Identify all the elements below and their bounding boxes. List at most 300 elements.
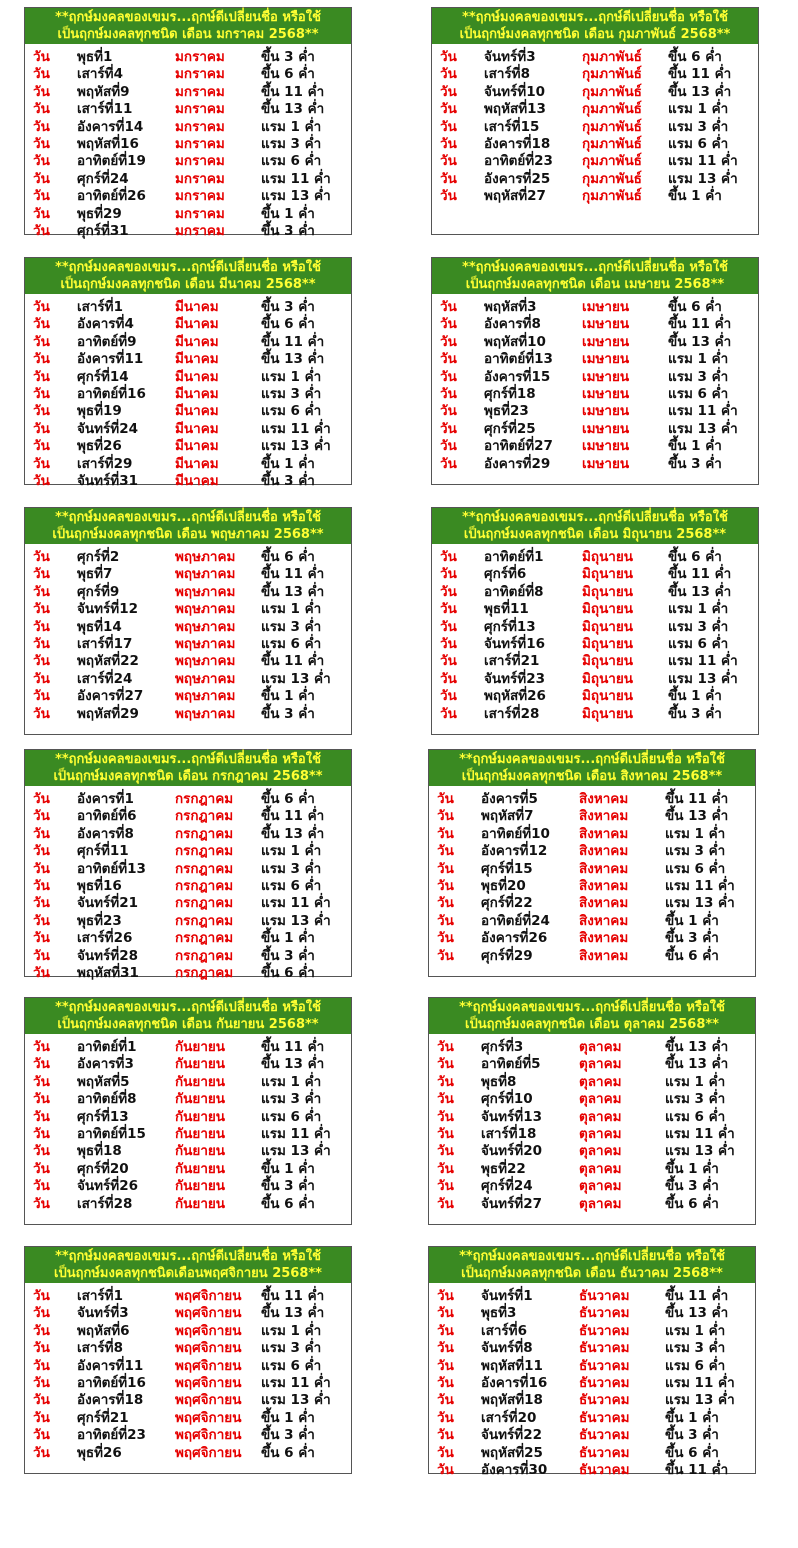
weekday-date: ศุกร์ที่20 bbox=[77, 1160, 129, 1177]
auspicious-day-row bbox=[25, 1052, 351, 1073]
lunar-phase: แรม 13 ค่ำ bbox=[665, 1392, 735, 1409]
lunar-phase: แรม 11 ค่ำ bbox=[261, 895, 331, 912]
auspicious-day-row bbox=[25, 1371, 351, 1391]
day-prefix: วัน bbox=[33, 316, 50, 333]
weekday-date: พุธที่16 bbox=[77, 877, 122, 894]
weekday-date: เสาร์ที่21 bbox=[484, 653, 540, 670]
auspicious-day-row bbox=[25, 202, 351, 222]
lunar-phase: แรม 1 ค่ำ bbox=[261, 1322, 322, 1339]
header-line-1: **ฤกษ์มงคลของเขมร...ฤกษ์ดีเปลี่ยนชื่อ หรือใช้ bbox=[55, 260, 321, 275]
auspicious-day-row bbox=[25, 382, 351, 402]
month-name: กรกฎาคม bbox=[175, 860, 234, 877]
header-line-2: เป็นฤกษ์มงคลทุกชนิด เดือน ธันวาคม 2568** bbox=[461, 1266, 723, 1281]
auspicious-day-row bbox=[25, 787, 351, 807]
lunar-phase: ขึ้น 6 ค่ำ bbox=[665, 1195, 719, 1212]
month-name: พฤศจิกายน bbox=[175, 1374, 242, 1391]
weekday-date: พุธที่26 bbox=[77, 1444, 122, 1461]
header-line-1: **ฤกษ์มงคลของเขมร...ฤกษ์ดีเปลี่ยนชื่อ หรือใช้ bbox=[459, 1249, 725, 1264]
day-prefix: วัน bbox=[33, 170, 50, 187]
auspicious-day-row bbox=[432, 417, 758, 437]
weekday-date: ศุกร์ที่31 bbox=[77, 222, 129, 239]
day-prefix: วัน bbox=[440, 316, 457, 333]
lunar-phase: ขึ้น 6 ค่ำ bbox=[665, 947, 719, 964]
auspicious-day-row bbox=[432, 562, 758, 583]
lunar-phase: ขึ้น 3 ค่ำ bbox=[261, 49, 315, 65]
month-name: ตุลาคม bbox=[579, 1195, 622, 1212]
lunar-phase: แรม 6 ค่ำ bbox=[261, 877, 322, 894]
month-card-july bbox=[24, 749, 352, 981]
month-name: เมษายน bbox=[582, 351, 630, 368]
day-prefix: วัน bbox=[437, 1409, 454, 1426]
month-name: ธันวาคม bbox=[579, 1340, 630, 1357]
weekday-date: อาทิตย์ที่1 bbox=[77, 1039, 137, 1055]
month-name: พฤษภาคม bbox=[175, 583, 236, 600]
month-name: มกราคม bbox=[175, 170, 225, 187]
month-card-november bbox=[24, 1246, 352, 1474]
lunar-phase: ขึ้น 3 ค่ำ bbox=[261, 472, 315, 489]
lunar-phase: แรม 13 ค่ำ bbox=[668, 420, 738, 437]
lunar-phase: ขึ้น 11 ค่ำ bbox=[261, 1288, 325, 1304]
auspicious-day-row bbox=[25, 80, 351, 100]
auspicious-day-row bbox=[25, 822, 351, 842]
day-prefix: วัน bbox=[437, 1427, 454, 1444]
lunar-phase: แรม 3 ค่ำ bbox=[665, 1091, 726, 1108]
auspicious-day-row bbox=[25, 347, 351, 368]
lunar-phase: แรม 11 ค่ำ bbox=[668, 153, 738, 170]
auspicious-day-row bbox=[429, 1157, 755, 1177]
lunar-phase: ขึ้น 3 ค่ำ bbox=[668, 705, 722, 722]
lunar-phase: ขึ้น 11 ค่ำ bbox=[665, 791, 729, 807]
auspicious-day-row bbox=[25, 909, 351, 929]
weekday-date: ศุกร์ที่24 bbox=[77, 170, 129, 187]
auspicious-day-row bbox=[429, 822, 755, 842]
auspicious-day-list bbox=[432, 44, 758, 205]
day-prefix: วัน bbox=[33, 299, 50, 315]
weekday-date: เสาร์ที่8 bbox=[484, 66, 530, 83]
weekday-date: อังคารที่8 bbox=[77, 825, 134, 842]
lunar-phase: แรม 3 ค่ำ bbox=[668, 118, 729, 135]
day-prefix: วัน bbox=[437, 1305, 454, 1322]
day-prefix: วัน bbox=[33, 1357, 50, 1374]
month-name: กุมภาพันธ์ bbox=[582, 101, 642, 118]
auspicious-day-row bbox=[432, 545, 758, 565]
day-prefix: วัน bbox=[440, 170, 457, 187]
lunar-phase: ขึ้น 3 ค่ำ bbox=[665, 1178, 719, 1195]
card-header bbox=[25, 1247, 351, 1283]
auspicious-day-row bbox=[25, 62, 351, 83]
month-name: มกราคม bbox=[175, 66, 225, 83]
lunar-phase: แรม 13 ค่ำ bbox=[665, 1143, 735, 1160]
weekday-date: ศุกร์ที่9 bbox=[77, 583, 120, 600]
month-name: กรกฎาคม bbox=[175, 843, 234, 860]
lunar-phase: ขึ้น 3 ค่ำ bbox=[665, 1427, 719, 1444]
auspicious-day-row bbox=[432, 382, 758, 402]
lunar-phase: แรม 6 ค่ำ bbox=[261, 635, 322, 652]
auspicious-day-row bbox=[25, 132, 351, 152]
day-prefix: วัน bbox=[33, 843, 50, 860]
day-prefix: วัน bbox=[33, 1108, 50, 1125]
weekday-date: อังคารที่30 bbox=[481, 1461, 548, 1478]
lunar-phase: แรม 1 ค่ำ bbox=[261, 118, 322, 135]
weekday-date: พฤหัสที่22 bbox=[77, 653, 139, 670]
month-name: กรกฎาคม bbox=[175, 825, 234, 842]
weekday-date: เสาร์ที่4 bbox=[77, 66, 123, 83]
day-prefix: วัน bbox=[440, 688, 457, 705]
weekday-date: เสาร์ที่1 bbox=[77, 299, 123, 315]
weekday-date: อังคารที่26 bbox=[481, 930, 548, 947]
day-prefix: วัน bbox=[437, 1160, 454, 1177]
auspicious-day-row bbox=[432, 667, 758, 687]
auspicious-day-row bbox=[432, 702, 758, 722]
weekday-date: พฤหัสที่25 bbox=[481, 1444, 543, 1461]
header-line-1: **ฤกษ์มงคลของเขมร...ฤกษ์ดีเปลี่ยนชื่อ หรือใช้ bbox=[459, 1000, 725, 1015]
weekday-date: ศุกร์ที่13 bbox=[484, 618, 536, 635]
day-prefix: วัน bbox=[437, 860, 454, 877]
day-prefix: วัน bbox=[33, 895, 50, 912]
day-prefix: วัน bbox=[33, 653, 50, 670]
month-name: มิถุนายน bbox=[582, 653, 634, 670]
day-prefix: วัน bbox=[440, 385, 457, 402]
weekday-date: พฤหัสที่16 bbox=[77, 135, 139, 152]
auspicious-day-row bbox=[432, 399, 758, 420]
month-name: ธันวาคม bbox=[579, 1305, 630, 1322]
auspicious-day-list bbox=[25, 1283, 351, 1461]
lunar-phase: ขึ้น 11 ค่ำ bbox=[261, 333, 325, 350]
auspicious-day-row bbox=[25, 839, 351, 860]
month-name: พฤษภาคม bbox=[175, 566, 236, 583]
weekday-date: พฤหัสที่29 bbox=[77, 705, 139, 722]
day-prefix: วัน bbox=[33, 964, 50, 981]
auspicious-day-row bbox=[429, 1301, 755, 1322]
auspicious-day-row bbox=[429, 1284, 755, 1304]
month-name: สิงหาคม bbox=[579, 947, 629, 964]
day-prefix: วัน bbox=[437, 895, 454, 912]
weekday-date: เสาร์ที่28 bbox=[484, 705, 540, 722]
month-name: มีนาคม bbox=[175, 403, 219, 420]
lunar-phase: แรม 1 ค่ำ bbox=[665, 825, 726, 842]
lunar-phase: แรม 6 ค่ำ bbox=[261, 1357, 322, 1374]
month-name: กรกฎาคม bbox=[175, 877, 234, 894]
weekday-date: เสาร์ที่29 bbox=[77, 455, 133, 472]
auspicious-day-list bbox=[432, 544, 758, 722]
auspicious-day-row bbox=[432, 434, 758, 455]
auspicious-day-row bbox=[25, 1122, 351, 1142]
auspicious-day-row bbox=[432, 312, 758, 333]
lunar-phase: ขึ้น 1 ค่ำ bbox=[261, 688, 315, 705]
auspicious-day-row bbox=[429, 874, 755, 894]
month-name: กันยายน bbox=[175, 1108, 226, 1125]
weekday-date: จันทร์ที่31 bbox=[77, 472, 138, 489]
lunar-phase: แรม 1 ค่ำ bbox=[261, 601, 322, 618]
auspicious-day-row bbox=[432, 615, 758, 635]
day-prefix: วัน bbox=[33, 1305, 50, 1322]
lunar-phase: ขึ้น 6 ค่ำ bbox=[665, 1444, 719, 1461]
day-prefix: วัน bbox=[440, 601, 457, 618]
auspicious-day-row bbox=[429, 944, 755, 964]
auspicious-day-row bbox=[432, 184, 758, 205]
day-prefix: วัน bbox=[33, 1340, 50, 1357]
auspicious-day-row bbox=[429, 909, 755, 929]
day-prefix: วัน bbox=[33, 1056, 50, 1073]
auspicious-day-row bbox=[429, 1105, 755, 1125]
auspicious-day-row bbox=[429, 787, 755, 807]
month-name: มิถุนายน bbox=[582, 601, 634, 618]
lunar-phase: แรม 1 ค่ำ bbox=[668, 601, 729, 618]
lunar-phase: แรม 1 ค่ำ bbox=[261, 843, 322, 860]
month-name: มิถุนายน bbox=[582, 566, 634, 583]
month-name: กันยายน bbox=[175, 1160, 226, 1177]
weekday-date: จันทร์ที่16 bbox=[484, 635, 545, 652]
lunar-phase: ขึ้น 11 ค่ำ bbox=[261, 808, 325, 825]
day-prefix: วัน bbox=[33, 188, 50, 205]
card-header bbox=[429, 750, 755, 786]
auspicious-day-row bbox=[432, 132, 758, 152]
lunar-phase: แรม 6 ค่ำ bbox=[665, 1108, 726, 1125]
month-name: พฤศจิกายน bbox=[175, 1322, 242, 1339]
auspicious-day-row bbox=[25, 1035, 351, 1055]
lunar-phase: ขึ้น 1 ค่ำ bbox=[261, 1409, 315, 1426]
day-prefix: วัน bbox=[33, 912, 50, 929]
lunar-phase: แรม 13 ค่ำ bbox=[261, 438, 331, 455]
card-header bbox=[432, 258, 758, 294]
lunar-phase: ขึ้น 1 ค่ำ bbox=[668, 438, 722, 455]
lunar-phase: แรม 13 ค่ำ bbox=[665, 895, 735, 912]
weekday-date: พุธที่18 bbox=[77, 1143, 122, 1160]
day-prefix: วัน bbox=[33, 549, 50, 565]
auspicious-day-row bbox=[429, 1371, 755, 1391]
weekday-date: เสาร์ที่24 bbox=[77, 670, 133, 687]
day-prefix: วัน bbox=[440, 653, 457, 670]
day-prefix: วัน bbox=[437, 1056, 454, 1073]
month-name: สิงหาคม bbox=[579, 912, 629, 929]
weekday-date: จันทร์ที่1 bbox=[481, 1288, 533, 1304]
lunar-phase: ขึ้น 6 ค่ำ bbox=[261, 66, 315, 83]
header-line-2: เป็นฤกษ์มงคลทุกชนิด เดือน ตุลาคม 2568** bbox=[465, 1017, 719, 1032]
weekday-date: ศุกร์ที่29 bbox=[481, 947, 533, 964]
month-name: เมษายน bbox=[582, 316, 630, 333]
auspicious-day-row bbox=[25, 417, 351, 437]
month-name: กรกฎาคม bbox=[175, 947, 234, 964]
lunar-phase: ขึ้น 3 ค่ำ bbox=[261, 299, 315, 315]
month-name: พฤศจิกายน bbox=[175, 1288, 242, 1304]
month-name: สิงหาคม bbox=[579, 825, 629, 842]
month-name: พฤษภาคม bbox=[175, 688, 236, 705]
day-prefix: วัน bbox=[33, 1374, 50, 1391]
month-name: กันยายน bbox=[175, 1195, 226, 1212]
month-name: ตุลาคม bbox=[579, 1160, 622, 1177]
day-prefix: วัน bbox=[440, 101, 457, 118]
lunar-phase: ขึ้น 13 ค่ำ bbox=[261, 101, 325, 118]
auspicious-day-row bbox=[429, 926, 755, 947]
month-name: กันยายน bbox=[175, 1039, 226, 1055]
lunar-phase: ขึ้น 3 ค่ำ bbox=[261, 705, 315, 722]
month-name: มีนาคม bbox=[175, 299, 219, 315]
auspicious-day-row bbox=[25, 1406, 351, 1426]
day-prefix: วัน bbox=[33, 1392, 50, 1409]
auspicious-day-row bbox=[429, 1174, 755, 1195]
lunar-phase: ขึ้น 1 ค่ำ bbox=[668, 688, 722, 705]
auspicious-day-row bbox=[429, 1441, 755, 1461]
weekday-date: อังคารที่8 bbox=[484, 316, 541, 333]
auspicious-day-row bbox=[25, 1070, 351, 1090]
lunar-phase: ขึ้น 11 ค่ำ bbox=[261, 83, 325, 100]
weekday-date: จันทร์ที่10 bbox=[484, 83, 545, 100]
day-prefix: วัน bbox=[33, 618, 50, 635]
lunar-phase: ขึ้น 13 ค่ำ bbox=[261, 825, 325, 842]
day-prefix: วัน bbox=[33, 583, 50, 600]
day-prefix: วัน bbox=[33, 808, 50, 825]
weekday-date: จันทร์ที่3 bbox=[77, 1305, 129, 1322]
weekday-date: พุธที่7 bbox=[77, 566, 113, 583]
lunar-phase: ขึ้น 6 ค่ำ bbox=[261, 1195, 315, 1212]
weekday-date: อาทิตย์ที่13 bbox=[484, 351, 553, 368]
auspicious-day-row bbox=[429, 1388, 755, 1409]
weekday-date: พฤหัสที่3 bbox=[484, 299, 537, 315]
weekday-date: ศุกร์ที่11 bbox=[77, 843, 129, 860]
day-prefix: วัน bbox=[440, 455, 457, 472]
day-prefix: วัน bbox=[33, 1160, 50, 1177]
month-name: ธันวาคม bbox=[579, 1357, 630, 1374]
month-name: ธันวาคม bbox=[579, 1288, 630, 1304]
weekday-date: อาทิตย์ที่15 bbox=[77, 1125, 146, 1142]
lunar-phase: แรม 6 ค่ำ bbox=[668, 135, 729, 152]
auspicious-day-row bbox=[432, 580, 758, 600]
weekday-date: อาทิตย์ที่6 bbox=[77, 808, 137, 825]
auspicious-day-row bbox=[25, 702, 351, 722]
month-name: ตุลาคม bbox=[579, 1125, 622, 1142]
day-prefix: วัน bbox=[437, 1108, 454, 1125]
month-card-march bbox=[24, 257, 352, 489]
lunar-phase: แรม 11 ค่ำ bbox=[668, 653, 738, 670]
day-prefix: วัน bbox=[33, 825, 50, 842]
month-name: มีนาคม bbox=[175, 333, 219, 350]
lunar-phase: แรม 6 ค่ำ bbox=[665, 1357, 726, 1374]
month-card-december bbox=[428, 1246, 756, 1478]
day-prefix: วัน bbox=[33, 101, 50, 118]
auspicious-day-row bbox=[432, 632, 758, 652]
month-name: เมษายน bbox=[582, 420, 630, 437]
month-name: กุมภาพันธ์ bbox=[582, 170, 642, 187]
weekday-date: พุธที่22 bbox=[481, 1160, 526, 1177]
lunar-phase: ขึ้น 11 ค่ำ bbox=[665, 1288, 729, 1304]
day-prefix: วัน bbox=[437, 843, 454, 860]
lunar-phase: ขึ้น 11 ค่ำ bbox=[261, 653, 325, 670]
lunar-phase: ขึ้น 6 ค่ำ bbox=[668, 49, 722, 65]
card-header bbox=[25, 998, 351, 1034]
auspicious-day-row bbox=[429, 857, 755, 877]
lunar-phase: ขึ้น 13 ค่ำ bbox=[668, 83, 732, 100]
month-name: พฤศจิกายน bbox=[175, 1392, 242, 1409]
day-prefix: วัน bbox=[440, 705, 457, 722]
day-prefix: วัน bbox=[33, 688, 50, 705]
day-prefix: วัน bbox=[437, 1392, 454, 1409]
day-prefix: วัน bbox=[440, 368, 457, 385]
header-line-2: เป็นฤกษ์มงคลทุกชนิด เดือน กรกฎาคม 2568** bbox=[53, 769, 323, 784]
card-header bbox=[25, 258, 351, 294]
day-prefix: วัน bbox=[437, 1091, 454, 1108]
weekday-date: พุธที่8 bbox=[481, 1073, 517, 1090]
month-name: ตุลาคม bbox=[579, 1178, 622, 1195]
lunar-phase: ขึ้น 1 ค่ำ bbox=[665, 1409, 719, 1426]
day-prefix: วัน bbox=[33, 930, 50, 947]
header-line-2: เป็นฤกษ์มงคลทุกชนิดเดือนพฤศจิกายน 2568** bbox=[54, 1266, 322, 1281]
day-prefix: วัน bbox=[33, 1288, 50, 1304]
lunar-phase: แรม 11 ค่ำ bbox=[261, 1374, 331, 1391]
lunar-phase: แรม 13 ค่ำ bbox=[261, 670, 331, 687]
weekday-date: จันทร์ที่13 bbox=[481, 1108, 542, 1125]
day-prefix: วัน bbox=[440, 333, 457, 350]
weekday-date: อาทิตย์ที่13 bbox=[77, 860, 146, 877]
lunar-phase: ขึ้น 1 ค่ำ bbox=[665, 1160, 719, 1177]
auspicious-day-row bbox=[429, 891, 755, 912]
month-name: มกราคม bbox=[175, 49, 225, 65]
month-name: มกราคม bbox=[175, 153, 225, 170]
day-prefix: วัน bbox=[440, 670, 457, 687]
lunar-phase: ขึ้น 3 ค่ำ bbox=[261, 1427, 315, 1444]
header-line-2: เป็นฤกษ์มงคลทุกชนิด เดือน สิงหาคม 2568** bbox=[461, 769, 723, 784]
lunar-phase: ขึ้น 13 ค่ำ bbox=[668, 583, 732, 600]
lunar-phase: แรม 3 ค่ำ bbox=[665, 1340, 726, 1357]
month-name: กันยายน bbox=[175, 1056, 226, 1073]
weekday-date: พุธที่1 bbox=[77, 49, 113, 65]
month-name: มกราคม bbox=[175, 135, 225, 152]
weekday-date: อังคารที่1 bbox=[77, 791, 134, 807]
auspicious-day-row bbox=[25, 365, 351, 385]
lunar-phase: แรม 13 ค่ำ bbox=[668, 170, 738, 187]
weekday-date: ศุกร์ที่15 bbox=[481, 860, 533, 877]
day-prefix: วัน bbox=[33, 1444, 50, 1461]
day-prefix: วัน bbox=[437, 1444, 454, 1461]
day-prefix: วัน bbox=[33, 1125, 50, 1142]
day-prefix: วัน bbox=[33, 351, 50, 368]
auspicious-day-list bbox=[25, 544, 351, 722]
day-prefix: วัน bbox=[440, 118, 457, 135]
header-line-2: เป็นฤกษ์มงคลทุกชนิด เดือน มิถุนายน 2568** bbox=[463, 527, 727, 542]
weekday-date: ศุกร์ที่2 bbox=[77, 549, 120, 565]
day-prefix: วัน bbox=[437, 825, 454, 842]
header-line-1: **ฤกษ์มงคลของเขมร...ฤกษ์ดีเปลี่ยนชื่อ หรือใช้ bbox=[462, 10, 728, 25]
weekday-date: อังคารที่11 bbox=[77, 1357, 144, 1374]
weekday-date: พฤหัสที่11 bbox=[481, 1357, 543, 1374]
lunar-phase: ขึ้น 13 ค่ำ bbox=[261, 351, 325, 368]
month-name: กรกฎาคม bbox=[175, 895, 234, 912]
auspicious-day-row bbox=[25, 149, 351, 170]
auspicious-day-row bbox=[25, 1319, 351, 1339]
auspicious-day-row bbox=[429, 1458, 755, 1478]
month-card-february bbox=[431, 7, 759, 235]
day-prefix: วัน bbox=[437, 1195, 454, 1212]
day-prefix: วัน bbox=[437, 1073, 454, 1090]
day-prefix: วัน bbox=[33, 472, 50, 489]
auspicious-day-row bbox=[432, 365, 758, 385]
month-name: กุมภาพันธ์ bbox=[582, 83, 642, 100]
auspicious-day-row bbox=[25, 295, 351, 315]
month-name: ธันวาคม bbox=[579, 1427, 630, 1444]
month-name: มิถุนายน bbox=[582, 618, 634, 635]
day-prefix: วัน bbox=[440, 153, 457, 170]
weekday-date: จันทร์ที่28 bbox=[77, 947, 138, 964]
day-prefix: วัน bbox=[437, 1322, 454, 1339]
lunar-phase: ขึ้น 11 ค่ำ bbox=[261, 1039, 325, 1055]
weekday-date: ศุกร์ที่13 bbox=[77, 1108, 129, 1125]
weekday-date: ศุกร์ที่22 bbox=[481, 895, 533, 912]
lunar-phase: แรม 11 ค่ำ bbox=[665, 1374, 735, 1391]
auspicious-day-row bbox=[432, 452, 758, 472]
day-prefix: วัน bbox=[437, 1461, 454, 1478]
auspicious-day-list bbox=[25, 44, 351, 239]
lunar-phase: แรม 1 ค่ำ bbox=[668, 351, 729, 368]
lunar-phase: ขึ้น 11 ค่ำ bbox=[665, 1461, 729, 1478]
